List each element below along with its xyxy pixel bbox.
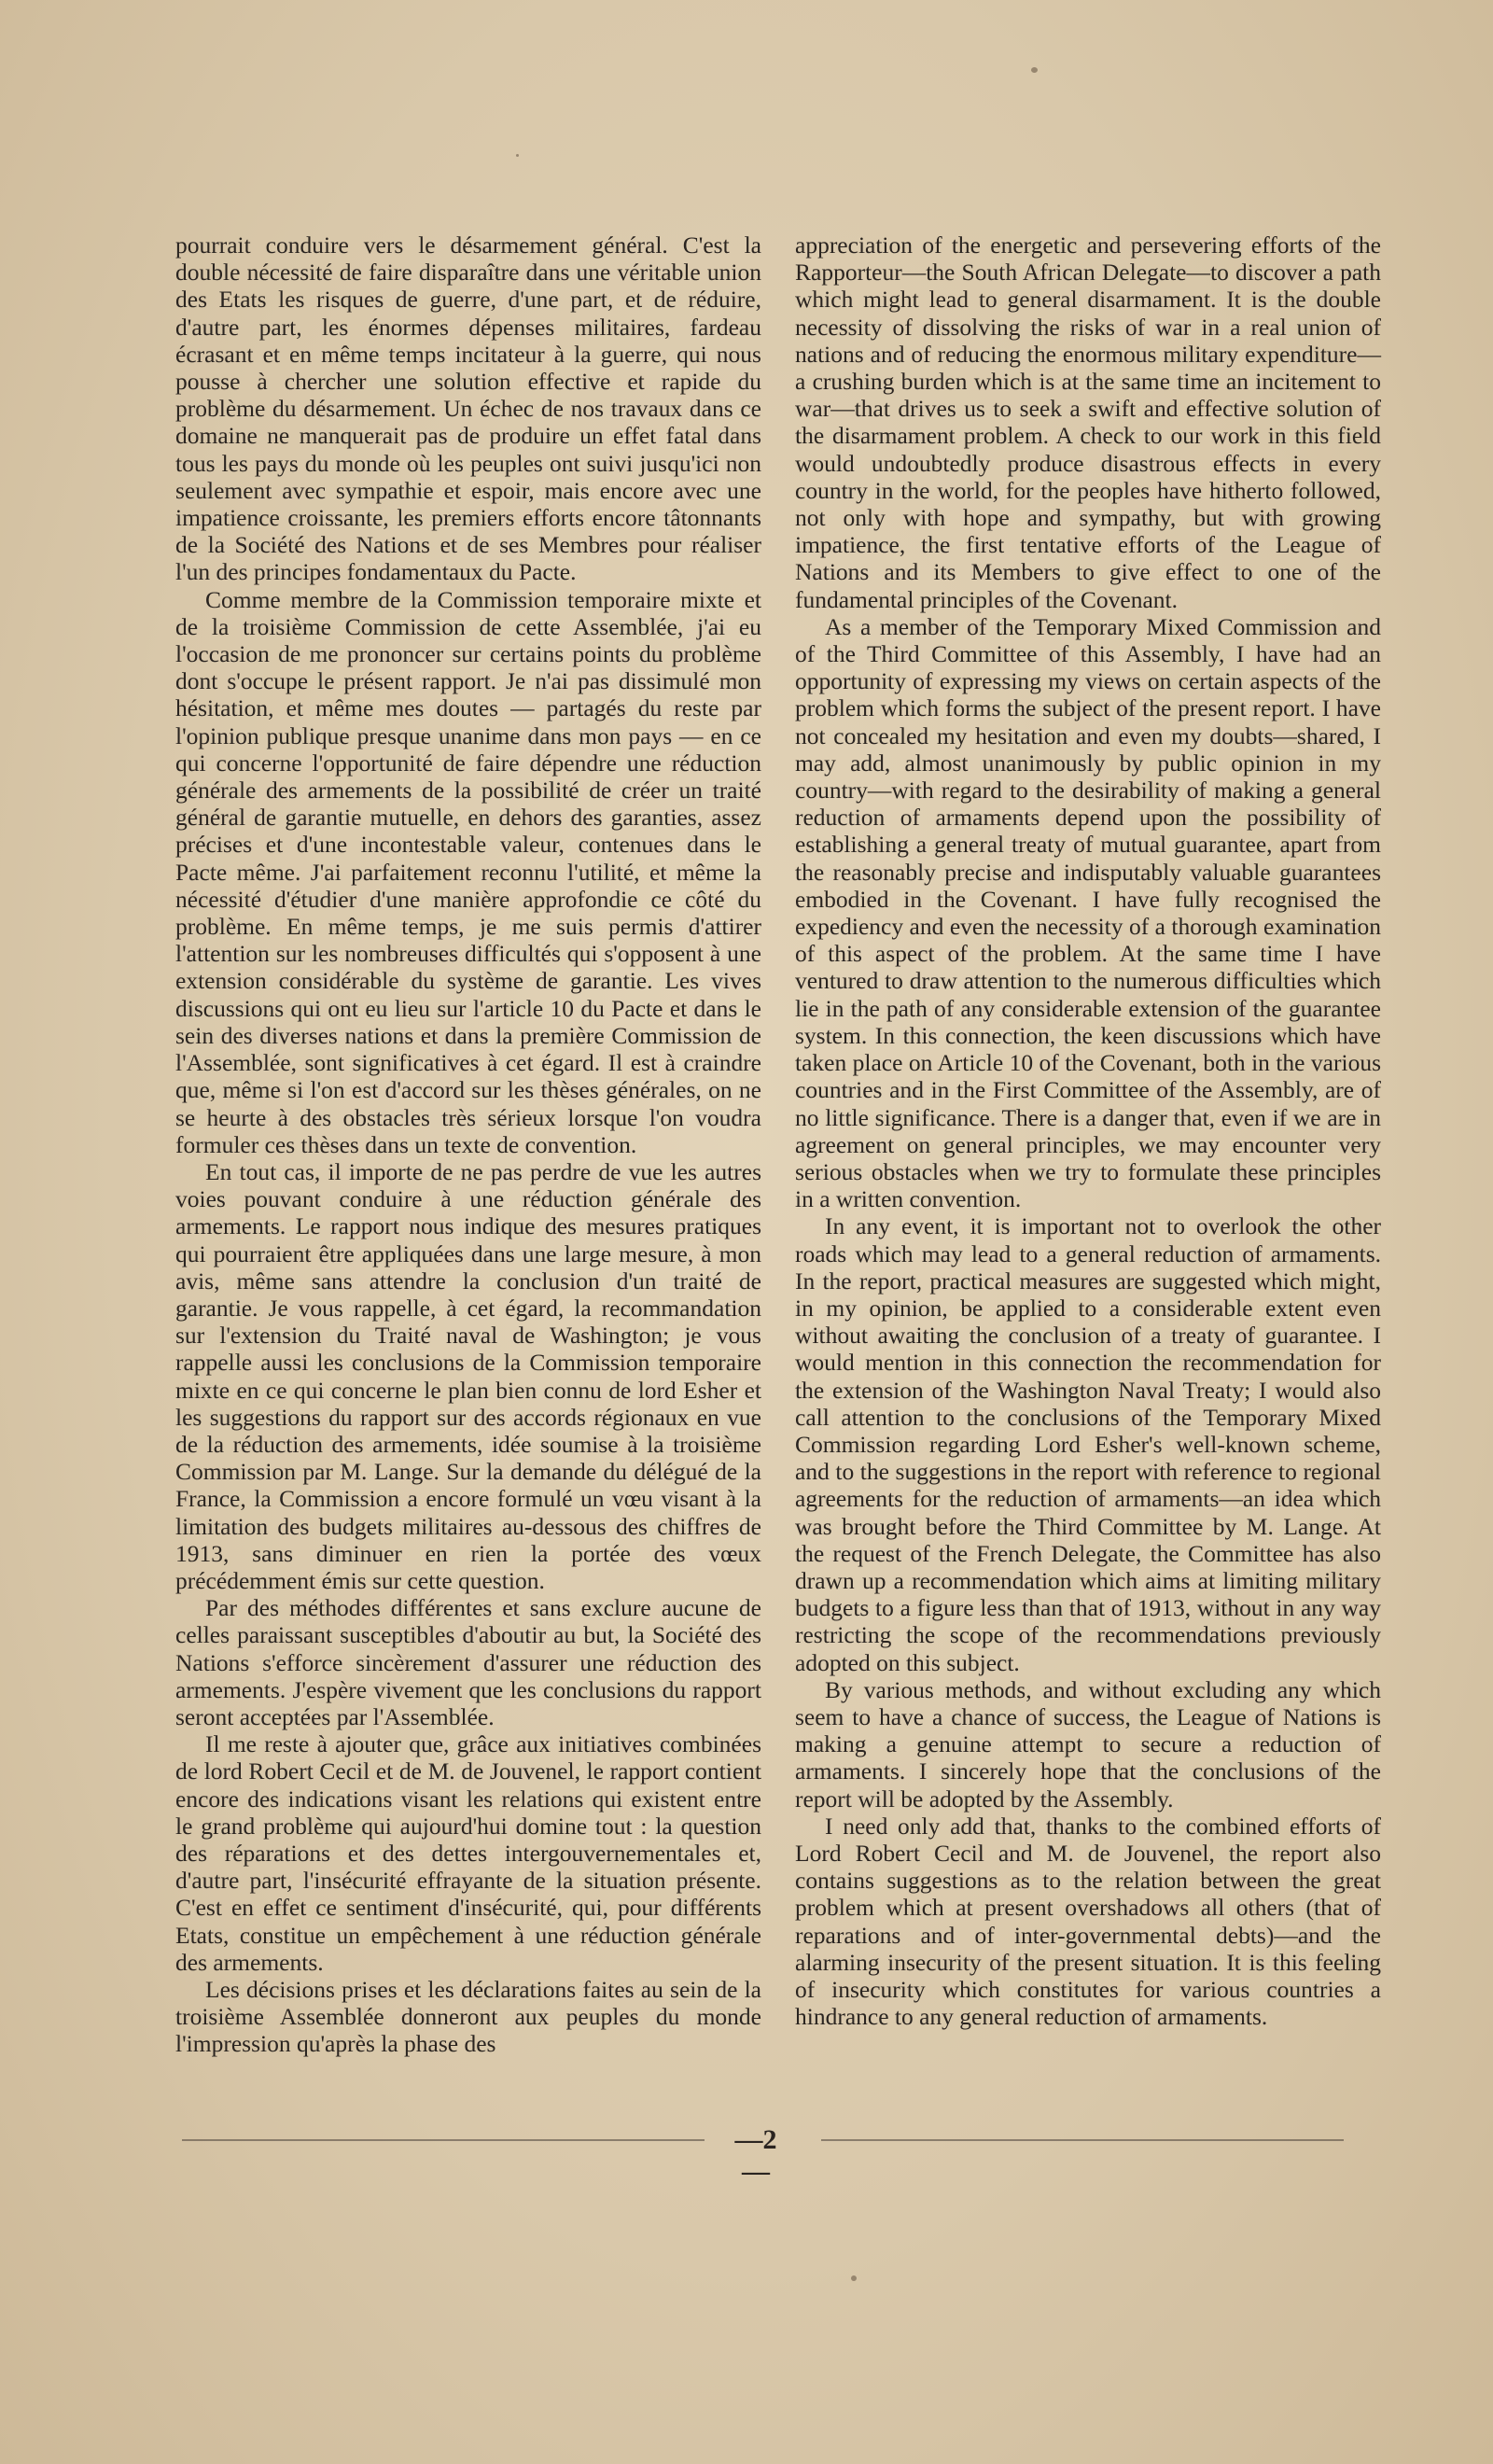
french-paragraph: En tout cas, il importe de ne pas perdre de vue les autres voies pouvant conduire à une réduction générale des armements. Le rapport nous indique des mesures pratiques qui pourraient être appliquées dans une large mesure, à mon avis, même sans attendre la conclusion d'un traité de garantie. Je vous rappelle, à cet égard, la recommandation sur l'extension du Traité naval de Washington; je vous rappelle aussi les conclusions de la Commission temporaire mixte en ce qui concerne le plan bien connu de lord Esher et les suggestions du rapport sur des accords régionaux en vue de la réduction des armements, idée soumise à la troisième Commission par M. Lange. Sur la demande du délégué de la France, la Commission a encore formulé un vœu visant à la limitation des budgets militaires au-dessous des chiffres de 1913, sans diminuer en rien la portée des vœux précédemment émis sur cette question. [175, 1157, 761, 1594]
french-paragraph: Par des méthodes différentes et sans exclure aucune de celles paraissant susceptibles d'aboutir au but, la Société des Nations s'efforce sincèrement d'assurer une réduction des armements. J'espère vivement que les conclusions du rapport seront acceptées par l'Assemblée. [175, 1594, 761, 1730]
french-paragraph: Il me reste à ajouter que, grâce aux initiatives combinées de lord Robert Cecil et de M. de Jouvenel, le rapport contient encore des indications visant les relations qui existent entre le grand problème qui aujourd'hui domine tout : la question des réparations et des dettes intergouvernementales et, d'autre part, l'insécurité effrayante de la situation présente. C'est en effet ce sentiment d'insécurité, qui, pour différents Etats, constitue un empêchement à une réduction générale des armements. [175, 1730, 761, 1976]
french-paragraph: Les décisions prises et les déclarations faites au sein de la troisième Assemblée donneront aux peuples du monde l'impression qu'après la phase des [175, 1976, 761, 2058]
english-paragraph: I need only add that, thanks to the combined efforts of Lord Robert Cecil and M. de Jouvenel, the report also contains suggestions as to the relation between the great problem which at present overshadows all others (that of reparations and of inter-governmental debts)—and the alarming insecurity of the present situation. It is this feeling of insecurity which constitutes for various countries a hindrance to any general reduction of armaments. [795, 1812, 1381, 2031]
english-text-column [795, 231, 1381, 2030]
page-number: —2— [734, 2124, 777, 2187]
paper-speck [1031, 67, 1038, 73]
footer-rule-right [821, 2139, 1344, 2141]
french-paragraph: Comme membre de la Commission temporaire mixte et de la troisième Commission de cette Assemblée, j'ai eu l'occasion de me prononcer sur certains points du problème dont s'occupe le présent rapport. Je n'ai pas dissimulé mon hésitation, et même mes doutes — partagés du reste par l'opinion publique presque unanime dans mon pays — en ce qui concerne l'opportunité de faire dépendre une réduction générale des armements de la possibilité de créer un traité général de garantie mutuelle, en dehors des garanties, assez précises et d'une incontestable valeur, contenues dans le Pacte même. J'ai parfaitement reconnu l'utilité, et même la nécessité d'étudier d'une manière approfondie ce côté du problème. En même temps, je me suis permis d'attirer l'attention sur les nombreuses difficultés qui s'opposent à une extension considérable du système de garantie. Les vives discussions qui ont eu lieu sur l'article 10 du Pacte et dans le sein des diverses nations et dans la première Commission de l'Assemblée, sont significatives à cet égard. Il est à craindre que, même si l'on est d'accord sur les thèses générales, on ne se heurte à des obstacles très sérieux lorsque l'on voudra formuler ces thèses dans un texte de convention. [175, 585, 761, 1158]
paper-speck [851, 2275, 857, 2281]
english-paragraph: In any event, it is important not to overlook the other roads which may lead to a general reduction of armaments. In the report, practical measures are suggested which might, in my opinion, be applied to a considerable extent even without awaiting the conclusion of a treaty of guarantee. I would mention in this connection the recommendation for the extension of the Washington Naval Treaty; I would also call attention to the conclusions of the Temporary Mixed Commission regarding Lord Esher's well-known scheme, and to the suggestions in the report with reference to regional agreements for the reduction of armaments—an idea which was brought before the Third Committee by M. Lange. At the request of the French Delegate, the Committee has also drawn up a recommendation which aims at limiting military budgets to a figure less than that of 1913, without in any way restricting the scope of the recommendations previously adopted on this subject. [795, 1212, 1381, 1676]
english-paragraph: appreciation of the energetic and persevering efforts of the Rapporteur—the South African Delegate—to discover a path which might lead to general disarmament. It is the double necessity of dissolving the risks of war in a real union of nations and of reducing the enormous military expenditure—a crushing burden which is at the same time an incitement to war—that drives us to seek a swift and effective solution of the disarmament problem. A check to our work in this field would undoubtedly produce disastrous effects in every country in the world, for the peoples have hitherto followed, not only with hope and sympathy, but with growing impatience, the first tentative efforts of the League of Nations and its Members to give effect to one of the fundamental principles of the Covenant. [795, 231, 1381, 613]
footer-rule-left [182, 2139, 705, 2141]
english-paragraph: As a member of the Temporary Mixed Commission and of the Third Committee of this Assembly, I have had an opportunity of expressing my views on certain aspects of the problem which forms the subject of the present report. I have not concealed my hesitation and even my doubts—shared, I may add, almost unanimously by public opinion in my country—with regard to the desirability of making a general reduction of armaments depend upon the possibility of establishing a general treaty of mutual guarantee, apart from the reasonably precise and indisputably valuable guarantees embodied in the Covenant. I have fully recognised the expediency and even the necessity of a thorough examination of this aspect of the problem. At the same time I have ventured to draw attention to the numerous difficulties which lie in the path of any considerable extension of the guarantee system. In this connection, the keen discussions which have taken place on Article 10 of the Covenant, both in the various countries and in the First Committee of the Assembly, are of no little significance. There is a danger that, even if we are in agreement on general principles, we may encounter very serious obstacles when we try to formulate these principles in a written convention. [795, 612, 1381, 1213]
english-paragraph: By various methods, and without excluding any which seem to have a chance of success, the League of Nations is making a genuine attempt to secure a reduction of armaments. I sincerely hope that the conclusions of the report will be adopted by the Assembly. [795, 1675, 1381, 1813]
french-text-column [175, 231, 761, 2058]
paper-speck [516, 154, 519, 157]
french-paragraph: pourrait conduire vers le désarmement général. C'est la double nécessité de faire disparaître dans une véritable union des Etats les risques de guerre, d'une part, et de réduire, d'autre part, les énormes dépenses militaires, fardeau écrasant et en même temps incitateur à la guerre, qui nous pousse à chercher une solution effective et rapide du problème du désarmement. Un échec de nos travaux dans ce domaine ne manquerait pas de produire un effet fatal dans tous les pays du monde où les peuples ont suivi jusqu'ici non seulement avec sympathie et espoir, mais encore avec une impatience croissante, les premiers efforts encore tâtonnants de la Société des Nations et de ses Membres pour réaliser l'un des principes fondamentaux du Pacte. [175, 231, 761, 586]
